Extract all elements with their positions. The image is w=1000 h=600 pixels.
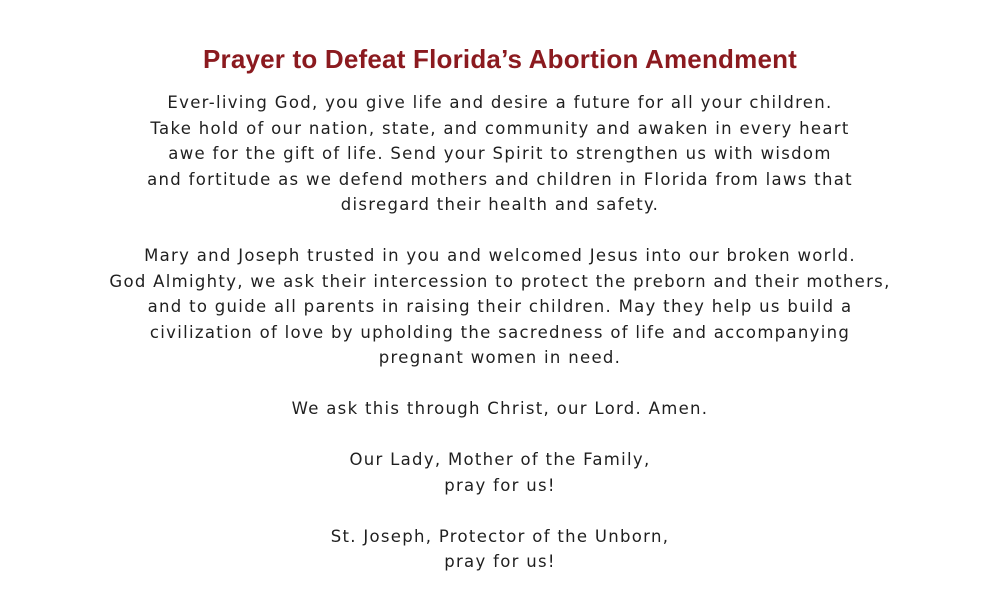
text-line: awe for the gift of life. Send your Spirit to strengthen us with wisdom bbox=[168, 144, 832, 163]
text-line: pregnant women in need. bbox=[378, 348, 622, 367]
text-line: Ever-living God, you give life and desire a future for all your children. bbox=[167, 93, 833, 112]
text-line: disregard their health and safety. bbox=[340, 195, 660, 214]
text-line: St. Joseph, Protector of the Unborn, bbox=[330, 526, 670, 546]
paragraph-closing bbox=[40, 396, 960, 422]
text-line: We ask this through Christ, our Lord. Amen. bbox=[291, 399, 709, 418]
paragraph-invocation bbox=[40, 90, 960, 218]
text-line: Mary and Joseph trusted in you and welcomed Jesus into our broken world. bbox=[144, 246, 856, 265]
text-line: pray for us! bbox=[444, 552, 556, 571]
text-line: and to guide all parents in raising their children. May they help us build a bbox=[147, 297, 853, 316]
page-title: Prayer to Defeat Florida’s Abortion Amendment bbox=[202, 44, 798, 74]
text-line: God Almighty, we ask their intercession to protect the preborn and their mothers, bbox=[109, 271, 891, 291]
paragraph-invocation-mary bbox=[40, 447, 960, 498]
text-line: pray for us! bbox=[444, 475, 556, 495]
paragraph-intercession bbox=[40, 243, 960, 371]
prayer-body bbox=[40, 90, 960, 600]
paragraph-invocation-joseph bbox=[40, 524, 960, 575]
text-line: Take hold of our nation, state, and community and awaken in every heart bbox=[150, 118, 850, 138]
text-line: and fortitude as we defend mothers and children in Florida from laws that bbox=[147, 169, 853, 189]
text-line: Our Lady, Mother of the Family, bbox=[349, 450, 651, 469]
text-line: civilization of love by upholding the sacredness of life and accompanying bbox=[149, 322, 851, 342]
